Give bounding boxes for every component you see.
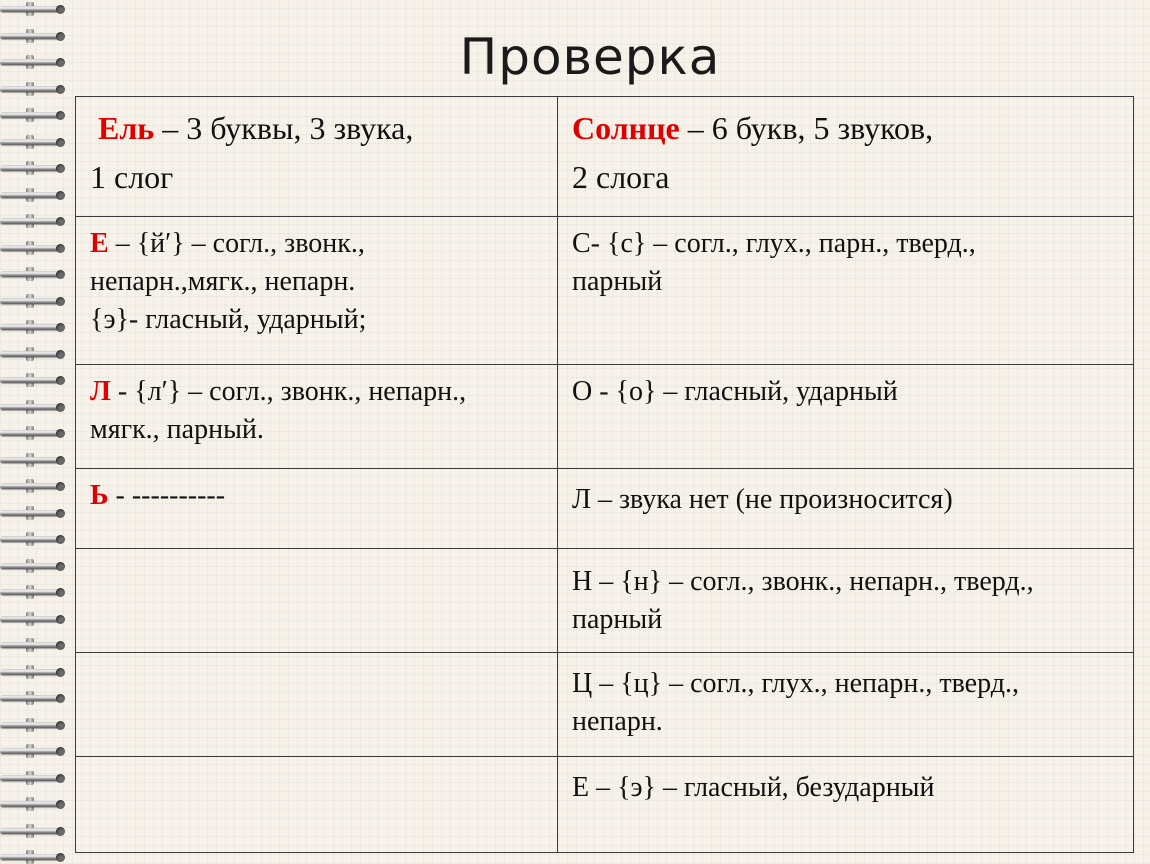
right-cell bbox=[558, 653, 1134, 757]
analysis-line: – {й′} – согл., звонк., bbox=[108, 228, 365, 259]
analysis-line: Е – {э} – гласный, безударный bbox=[572, 772, 935, 803]
header-cell-el bbox=[76, 97, 558, 217]
spiral-ring bbox=[0, 161, 68, 175]
right-cell bbox=[558, 757, 1134, 853]
table-row bbox=[76, 217, 1134, 365]
spiral-ring bbox=[0, 585, 68, 599]
analysis-line: непарн.,мягк., непарн. bbox=[90, 266, 356, 297]
word-solntse-syllables: 2 слога bbox=[572, 159, 670, 195]
spiral-ring bbox=[0, 744, 68, 758]
spiral-ring bbox=[0, 426, 68, 440]
left-cell bbox=[76, 549, 558, 653]
table-header-row bbox=[76, 97, 1134, 217]
notebook-spiral-binding bbox=[0, 0, 72, 864]
analysis-line: - ---------- bbox=[108, 480, 226, 511]
phonetic-analysis-table bbox=[75, 96, 1134, 853]
spiral-ring bbox=[0, 559, 68, 573]
analysis-line: Л – звука нет (не произносится) bbox=[572, 484, 953, 515]
page-title: Проверка bbox=[459, 28, 721, 86]
spiral-ring bbox=[0, 188, 68, 202]
analysis-line: парный bbox=[572, 604, 663, 635]
spiral-ring bbox=[0, 850, 68, 864]
analysis-line: Н – {н} – согл., звонк., непарн., тверд., bbox=[572, 566, 1034, 597]
left-cell bbox=[76, 653, 558, 757]
spiral-ring bbox=[0, 797, 68, 811]
analysis-line: парный bbox=[572, 266, 663, 297]
left-cell bbox=[76, 365, 558, 469]
table-row bbox=[76, 365, 1134, 469]
left-cell bbox=[76, 757, 558, 853]
right-cell bbox=[558, 469, 1134, 549]
spiral-ring bbox=[0, 214, 68, 228]
spiral-ring bbox=[0, 665, 68, 679]
right-cell bbox=[558, 365, 1134, 469]
spiral-ring bbox=[0, 400, 68, 414]
letter-label: Е bbox=[90, 228, 109, 259]
analysis-line: - {л′} – согл., звонк., непарн., bbox=[110, 376, 467, 407]
word-el-summary: – 3 буквы, 3 звука, bbox=[154, 110, 414, 146]
left-cell bbox=[76, 217, 558, 365]
analysis-line: {э}- гласный, ударный; bbox=[90, 304, 367, 335]
spiral-ring bbox=[0, 612, 68, 626]
analysis-line: непарн. bbox=[572, 706, 663, 737]
spiral-ring bbox=[0, 108, 68, 122]
table-row bbox=[76, 549, 1134, 653]
header-cell-solntse bbox=[558, 97, 1134, 217]
spiral-ring bbox=[0, 532, 68, 546]
spiral-ring bbox=[0, 135, 68, 149]
spiral-ring bbox=[0, 347, 68, 361]
word-el-syllables: 1 слог bbox=[90, 159, 174, 195]
right-cell bbox=[558, 549, 1134, 653]
analysis-line: О - {о} – гласный, ударный bbox=[572, 376, 898, 407]
spiral-ring bbox=[0, 320, 68, 334]
spiral-ring bbox=[0, 691, 68, 705]
spiral-ring bbox=[0, 638, 68, 652]
spiral-ring bbox=[0, 824, 68, 838]
spiral-ring bbox=[0, 506, 68, 520]
spiral-ring bbox=[0, 453, 68, 467]
table-row bbox=[76, 653, 1134, 757]
letter-label: Л bbox=[90, 376, 111, 407]
right-cell bbox=[558, 217, 1134, 365]
spiral-ring bbox=[0, 294, 68, 308]
spiral-ring bbox=[0, 267, 68, 281]
table-row bbox=[76, 757, 1134, 853]
letter-label: Ь bbox=[90, 480, 109, 511]
word-solntse: Солнце bbox=[572, 110, 680, 146]
spiral-ring bbox=[0, 718, 68, 732]
spiral-ring bbox=[0, 2, 68, 16]
word-solntse-summary: – 6 букв, 5 звуков, bbox=[679, 110, 934, 146]
analysis-line: мягк., парный. bbox=[90, 414, 264, 445]
left-cell bbox=[76, 469, 558, 549]
spiral-ring bbox=[0, 479, 68, 493]
spiral-ring bbox=[0, 373, 68, 387]
table-row bbox=[76, 469, 1134, 549]
spiral-ring bbox=[0, 241, 68, 255]
spiral-ring bbox=[0, 771, 68, 785]
analysis-line: Ц – {ц} – согл., глух., непарн., тверд., bbox=[572, 668, 1019, 699]
word-el: Ель bbox=[98, 110, 155, 146]
analysis-line: С- {с} – согл., глух., парн., тверд., bbox=[572, 228, 976, 259]
